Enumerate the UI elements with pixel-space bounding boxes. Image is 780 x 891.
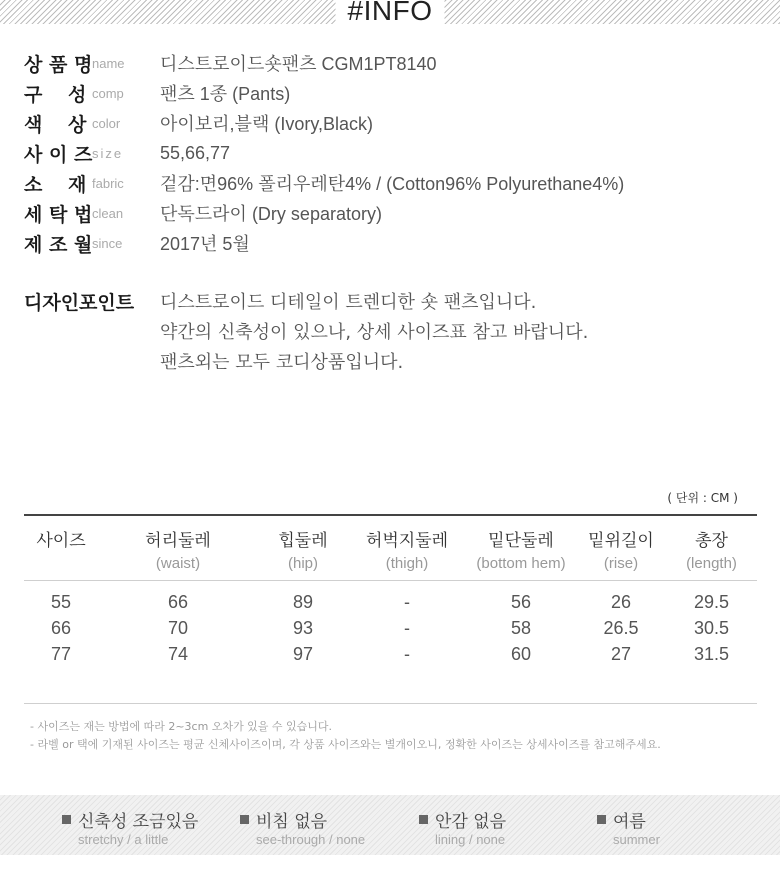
size-notes [30, 718, 661, 754]
info-row-color [24, 108, 624, 138]
info-label-en: color [92, 115, 121, 131]
unit-label: ( 단위 : CM ) [667, 491, 738, 505]
table-row [24, 641, 757, 667]
feature-see-through: 비침 없음 see-through / none [240, 807, 365, 847]
table-cell: 70 [167, 617, 189, 638]
design-point [24, 288, 588, 378]
table-cell: 74 [167, 643, 189, 664]
table-cell: 93 [292, 617, 314, 638]
table-row [24, 615, 757, 641]
table-cell: 97 [292, 643, 314, 664]
info-value: 팬츠 1종 (Pants) [160, 84, 291, 104]
info-label-en: fabric [92, 175, 124, 191]
info-value: 2017년 5월 [160, 234, 250, 254]
table-cell: 58 [510, 617, 532, 638]
design-point-text [160, 288, 588, 378]
table-cell: 60 [510, 643, 532, 664]
header-length: 총장 (length) [686, 531, 737, 572]
header-hip: 힙둘레 (hip) [278, 531, 328, 572]
table-cell: 77 [50, 643, 72, 664]
header-rise: 밑위길이 (rise) [588, 531, 654, 572]
header-thigh: 허벅지둘레 (thigh) [365, 531, 449, 572]
header-band [0, 0, 780, 24]
info-label: 제 조 월 [24, 233, 93, 256]
info-row-name [24, 48, 624, 78]
feature-season: 여름 summer [597, 807, 660, 847]
table-cell: - [404, 591, 410, 612]
table-cell: 30.5 [693, 617, 730, 638]
design-point-label: 디자인포인트 [24, 292, 135, 314]
info-row-size [24, 138, 624, 168]
table-cell: - [404, 617, 410, 638]
table-header [24, 516, 757, 581]
square-bullet-icon [419, 815, 428, 824]
info-label: 사 이 즈 [24, 143, 93, 166]
info-label-en: clean [92, 205, 124, 221]
table-cell: 29.5 [693, 591, 730, 612]
table-cell: 55 [50, 591, 72, 612]
info-row-fabric [24, 168, 624, 198]
info-label-en: since [92, 235, 123, 251]
note-line: - 라벨 or 택에 기재된 사이즈는 평균 신체사이즈이며, 각 상품 사이즈와는 별개이오니, 정확한 사이즈는 상세사이즈를 참고해주세요. [30, 738, 661, 751]
info-value: 55,66,77 [160, 142, 231, 163]
table-cell: 66 [167, 591, 189, 612]
note-line: - 사이즈는 재는 방법에 따라 2~3cm 오차가 있을 수 있습니다. [30, 720, 333, 733]
info-label-en: name [92, 55, 125, 71]
design-line: 디스트로이드 디테일이 트렌디한 숏 팬츠입니다. [160, 292, 537, 313]
table-cell: 31.5 [693, 643, 730, 664]
table-body [24, 581, 757, 667]
info-row-comp [24, 78, 624, 108]
table-bottom-rule [24, 703, 757, 704]
feature-stretch: 신축성 조금있음 stretchy / a little [62, 807, 198, 847]
table-cell: 66 [50, 617, 72, 638]
feature-band [0, 795, 780, 855]
table-cell: 27 [610, 643, 632, 664]
feature-lining: 안감 없음 lining / none [419, 807, 506, 847]
product-info-list [24, 48, 624, 258]
info-value: 디스트로이드숏팬츠 CGM1PT8140 [160, 54, 437, 74]
table-row [24, 589, 757, 615]
table-cell: 56 [510, 591, 532, 612]
info-label-en: comp [92, 85, 124, 101]
square-bullet-icon [597, 815, 606, 824]
header-waist: 허리둘레 (waist) [145, 531, 211, 572]
table-cell: 26 [610, 591, 632, 612]
info-label: 구 성 [24, 83, 87, 106]
square-bullet-icon [62, 815, 71, 824]
size-table [24, 514, 757, 667]
table-cell: - [404, 643, 410, 664]
info-value: 단독드라이 (Dry separatory) [160, 204, 382, 224]
design-line: 팬츠외는 모두 코디상품입니다. [160, 352, 404, 373]
square-bullet-icon [240, 815, 249, 824]
header-size: 사이즈 [36, 531, 86, 551]
table-cell: 26.5 [603, 617, 639, 638]
header-bottom-hem: 밑단둘레 (bottom hem) [476, 531, 566, 572]
info-label: 상 품 명 [24, 53, 93, 76]
design-line: 약간의 신축성이 있으나, 상세 사이즈표 참고 바랍니다. [160, 322, 589, 343]
info-label: 소 재 [24, 173, 87, 196]
info-label: 색 상 [24, 113, 87, 136]
info-row-since [24, 228, 624, 258]
info-label: 세 탁 법 [24, 203, 93, 226]
info-value: 겉감:면96% 폴리우레탄4% / (Cotton96% Polyurethane4%) [160, 174, 625, 194]
table-cell: 89 [292, 591, 314, 612]
info-value: 아이보리,블랙 (Ivory,Black) [160, 114, 374, 134]
info-label-en: size [92, 145, 124, 161]
section-title: #INFO [336, 0, 445, 26]
info-row-clean [24, 198, 624, 228]
